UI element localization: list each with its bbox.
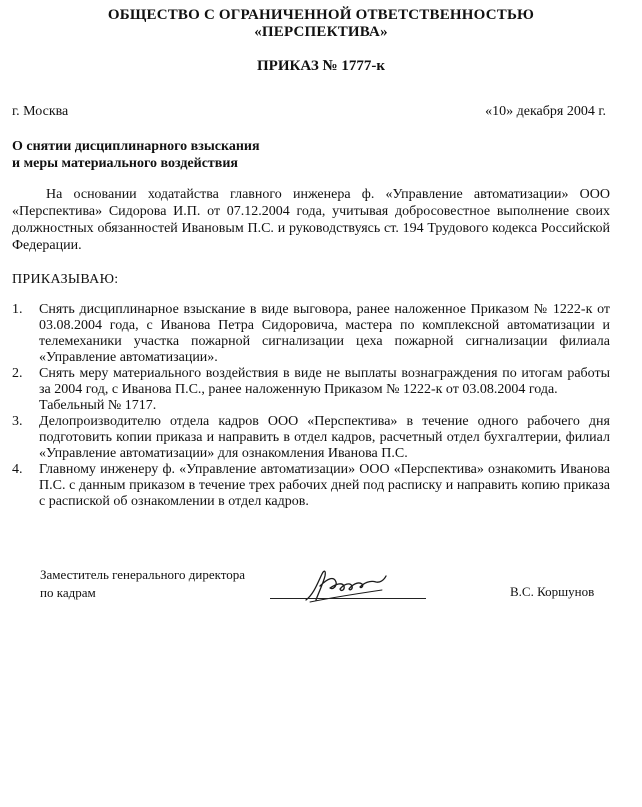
order-item-number: 1. <box>12 302 23 317</box>
order-subject-line2: и меры материального воздействия <box>12 156 239 171</box>
organization-name-line2: «ПЕРСПЕКТИВА» <box>254 24 388 40</box>
order-title: ПРИКАЗ № 1777-к <box>257 58 385 74</box>
order-item <box>12 302 610 366</box>
order-item-text: Главному инженеру ф. «Управление автоматизации» ООО «Перспектива» ознакомить Иванова П.С. с данным приказом в течение трех рабочих дней под расписку и направить копию приказа с распиской об ознакомлении в отдел кадров. <box>39 462 610 509</box>
organization-name <box>0 7 642 41</box>
order-item-number: 3. <box>12 414 23 429</box>
signature-line <box>270 598 426 599</box>
signer-name: В.С. Коршунов <box>510 584 595 599</box>
order-word: ПРИКАЗЫВАЮ: <box>12 272 119 287</box>
order-subject-line1: О снятии дисциплинарного взыскания <box>12 139 260 154</box>
order-date: «10» декабря 2004 г. <box>485 104 606 119</box>
order-item-text: Делопроизводителю отдела кадров ООО «Перспектива» в течение одного рабочего дня подготовить копии приказа и направить в отдел кадров, расчетный отдел бухгалтерии, филиал «Управление автоматизации» для ознакомления Иванова П.С. <box>39 414 610 461</box>
signer-title <box>40 566 245 602</box>
order-subject <box>12 138 260 172</box>
order-item-extra: Табельный № 1717. <box>39 398 157 413</box>
order-item-number: 4. <box>12 462 23 477</box>
order-city: г. Москва <box>12 104 69 119</box>
order-items-list <box>12 302 610 510</box>
signer-title-line1: Заместитель генерального директора <box>40 567 246 582</box>
preamble-paragraph: На основании ходатайства главного инженера ф. «Управление автоматизации» ООО «Перспектива» Сидорова И.П. от 07.12.2004 года, учитывая добросовестное выполнение своих должностных обязанностей Ивановым П.С. и руководствуясь ст. 194 Трудового кодекса Российской Федерации. <box>12 187 610 253</box>
order-item <box>12 462 610 510</box>
organization-name-line1: ОБЩЕСТВО С ОГРАНИЧЕННОЙ ОТВЕТСТВЕННОСТЬЮ <box>107 7 535 23</box>
order-item-number: 2. <box>12 366 23 381</box>
order-item <box>12 414 610 462</box>
signer-title-line2: по кадрам <box>40 585 96 600</box>
handwritten-signature <box>300 564 390 606</box>
order-item-text: Снять меру материального воздействия в виде не выплаты вознаграждения по итогам работы за 2004 год, с Иванова П.С., ранее наложенную Приказом № 1222-к от 03.08.2004 года. <box>39 366 610 397</box>
order-item <box>12 366 610 414</box>
order-item-text: Снять дисциплинарное взыскание в виде выговора, ранее наложенное Приказом № 1222-к от 03.08.2004 года, с Иванова Петра Сидоровича, мастера по комплексной автоматизации и телемеханики участка пожарной сигнализации цеха пожарной сигнализации филиала «Управление автоматизации». <box>39 302 610 365</box>
